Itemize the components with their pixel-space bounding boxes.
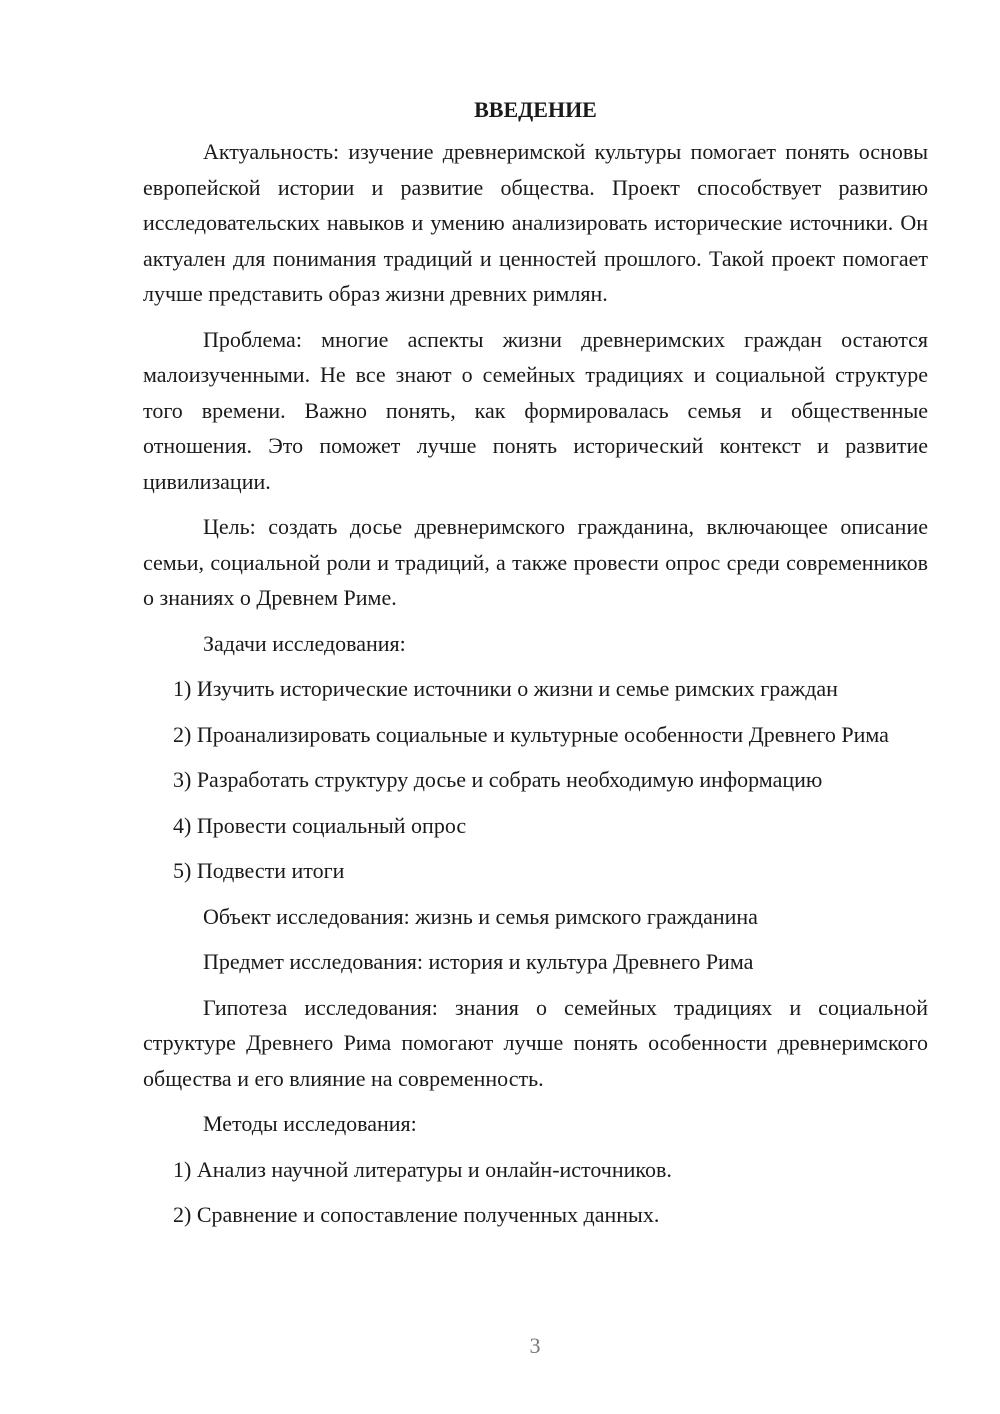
task-item: 3) Разработать структуру досье и собрать необходимую информацию xyxy=(173,767,823,792)
tasks-heading: Задачи исследования: xyxy=(203,630,406,656)
section-title: ВВЕДЕНИЕ xyxy=(474,97,597,122)
problem-paragraph: Проблема: многие аспекты жизни древнеримских граждан остаются малоизученными. Не все знают о семейных традициях и социальной структуре того времени. Важно понять, как формировалась семья и общественные отношения. Это поможет лучше понять исторический контекст и развитие цивилизации. xyxy=(143,326,928,494)
document-page xyxy=(143,92,928,1243)
goal-paragraph: Цель: создать досье древнеримского гражданина, включающее описание семьи, социальной роли и традиций, а также провести опрос среди современников о знаниях о Древнем Риме. xyxy=(143,514,928,610)
method-item: 1) Анализ научной литературы и онлайн-источников. xyxy=(173,1156,672,1182)
subject-line: Предмет исследования: история и культура Древнего Рима xyxy=(203,949,754,974)
page-number: 3 xyxy=(529,1333,541,1358)
method-item: 2) Сравнение и сопоставление полученных данных. xyxy=(173,1202,660,1227)
task-item: 4) Провести социальный опрос xyxy=(173,812,467,838)
methods-heading: Методы исследования: xyxy=(203,1111,417,1136)
object-line: Объект исследования: жизнь и семья римского гражданина xyxy=(203,903,758,929)
relevance-paragraph: Актуальность: изучение древнеримской культуры помогает понять основы европейской истории и развитие общества. Проект способствует развитию исследовательских навыков и умению анализировать исторические источники. Он актуален для понимания традиций и ценностей прошлого. Такой проект помогает лучше представить образ жизни древних римлян. xyxy=(143,139,928,306)
task-item: 2) Проанализировать социальные и культурные особенности Древнего Рима xyxy=(173,721,889,747)
task-item: 1) Изучить исторические источники о жизни и семье римских граждан xyxy=(173,676,838,701)
task-item: 5) Подвести итоги xyxy=(173,858,345,883)
hypothesis-paragraph: Гипотеза исследования: знания о семейных традициях и социальной структуре Древнего Рима помогают лучше понять особенности древнеримского общества и его влияние на современность. xyxy=(143,994,928,1091)
